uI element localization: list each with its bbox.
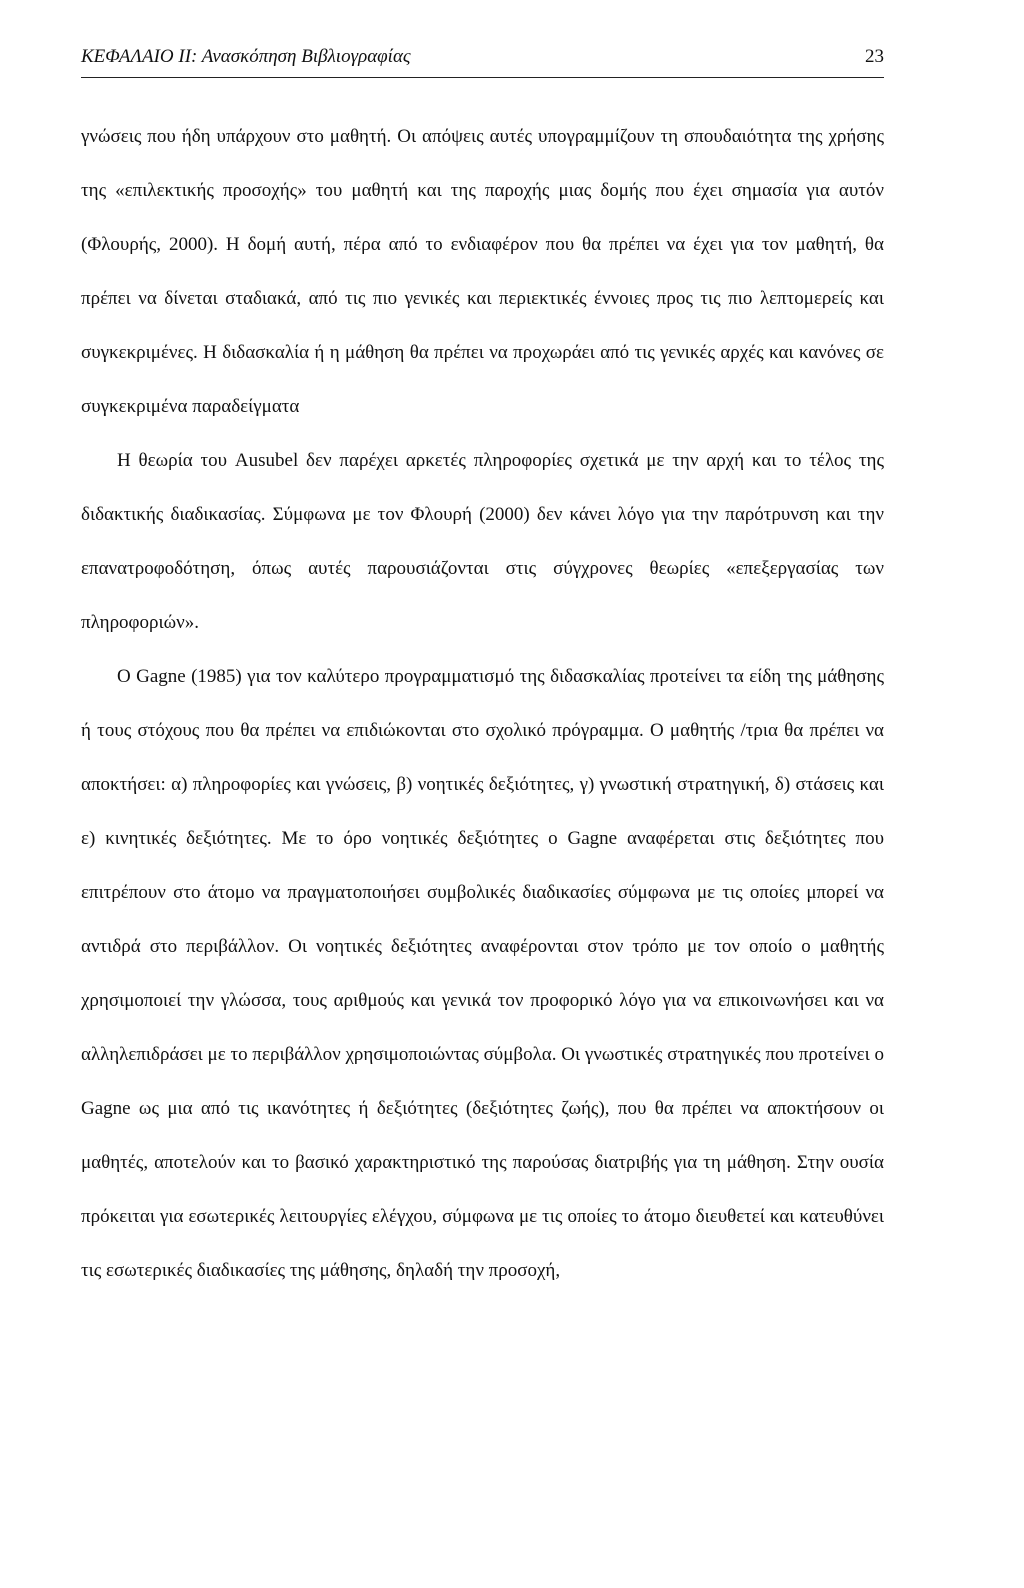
header-divider [81,77,884,78]
paragraph-continuation: γνώσεις που ήδη υπάρχουν στο μαθητή. Οι απόψεις αυτές υπογραμμίζουν τη σπουδαιότητα της χρήσης της «επιλεκτικής προσοχής» του μαθητή και της παροχής μιας δομής που έχει σημασία για αυτόν (Φλουρής, 2000). Η δομή αυτή, πέρα από το ενδιαφέρον που θα πρέπει να έχει για τον μαθητή, θα πρέπει να δίνεται σταδιακά, από τις πιο γενικές και περιεκτικές έννοιες προς τις πιο λεπτομερείς και συγκεκριμένες. Η διδασκαλία ή η μάθηση θα πρέπει να προχωράει από τις γενικές αρχές και κανόνες σε συγκεκριμένα παραδείγματα [81,126,884,417]
running-header [81,46,884,74]
paragraph-ausubel: Η θεωρία του Ausubel δεν παρέχει αρκετές πληροφορίες σχετικά με την αρχή και το τέλος της διδακτικής διαδικασίας. Σύμφωνα με τον Φλουρή (2000) δεν κάνει λόγο για την παρότρυνση και την επανατροφοδότηση, όπως αυτές παρουσιάζονται στις σύγχρονες θεωρίες «επεξεργασίας των πληροφοριών». [81,450,884,633]
page-number: 23 [865,46,884,67]
body-text [81,110,884,1298]
chapter-title: ΚΕΦΑΛΑΙΟ ΙΙ: Ανασκόπηση Βιβλιογραφίας [81,46,411,67]
paragraph-gagne: Ο Gagne (1985) για τον καλύτερο προγραμματισμό της διδασκαλίας προτείνει τα είδη της μάθησης ή τους στόχους που θα πρέπει να επιδιώκονται στο σχολικό πρόγραμμα. Ο μαθητής /τρια θα πρέπει να αποκτήσει: α) πληροφορίες και γνώσεις, β) νοητικές δεξιότητες, γ) γνωστική στρατηγική, δ) στάσεις και ε) κινητικές δεξιότητες. Με το όρο νοητικές δεξιότητες ο Gagne αναφέρεται στις δεξιότητες που επιτρέπουν στο άτομο να πραγματοποιήσει συμβολικές διαδικασίες σύμφωνα με τις οποίες μπορεί να αντιδρά στο περιβάλλον. Οι νοητικές δεξιότητες αναφέρονται στον τρόπο με τον οποίο ο μαθητής χρησιμοποιεί την γλώσσα, τους αριθμούς και γενικά τον προφορικό λόγο για να επικοινωνήσει και να αλληλεπιδράσει με το περιβάλλον χρησιμοποιώντας σύμβολα. Οι γνωστικές στρατηγικές που προτείνει ο Gagne ως μια από τις ικανότητες ή δεξιότητες (δεξιότητες ζωής), που θα πρέπει να αποκτήσουν οι μαθητές, αποτελούν και το βασικό χαρακτηριστικό της παρούσας διατριβής για τη μάθηση. Στην ουσία πρόκειται για εσωτερικές λειτουργίες ελέγχου, σύμφωνα με τις οποίες το άτομο διευθετεί και κατευθύνει τις εσωτερικές διαδικασίες της μάθησης, δηλαδή την προσοχή, [81,666,884,1281]
